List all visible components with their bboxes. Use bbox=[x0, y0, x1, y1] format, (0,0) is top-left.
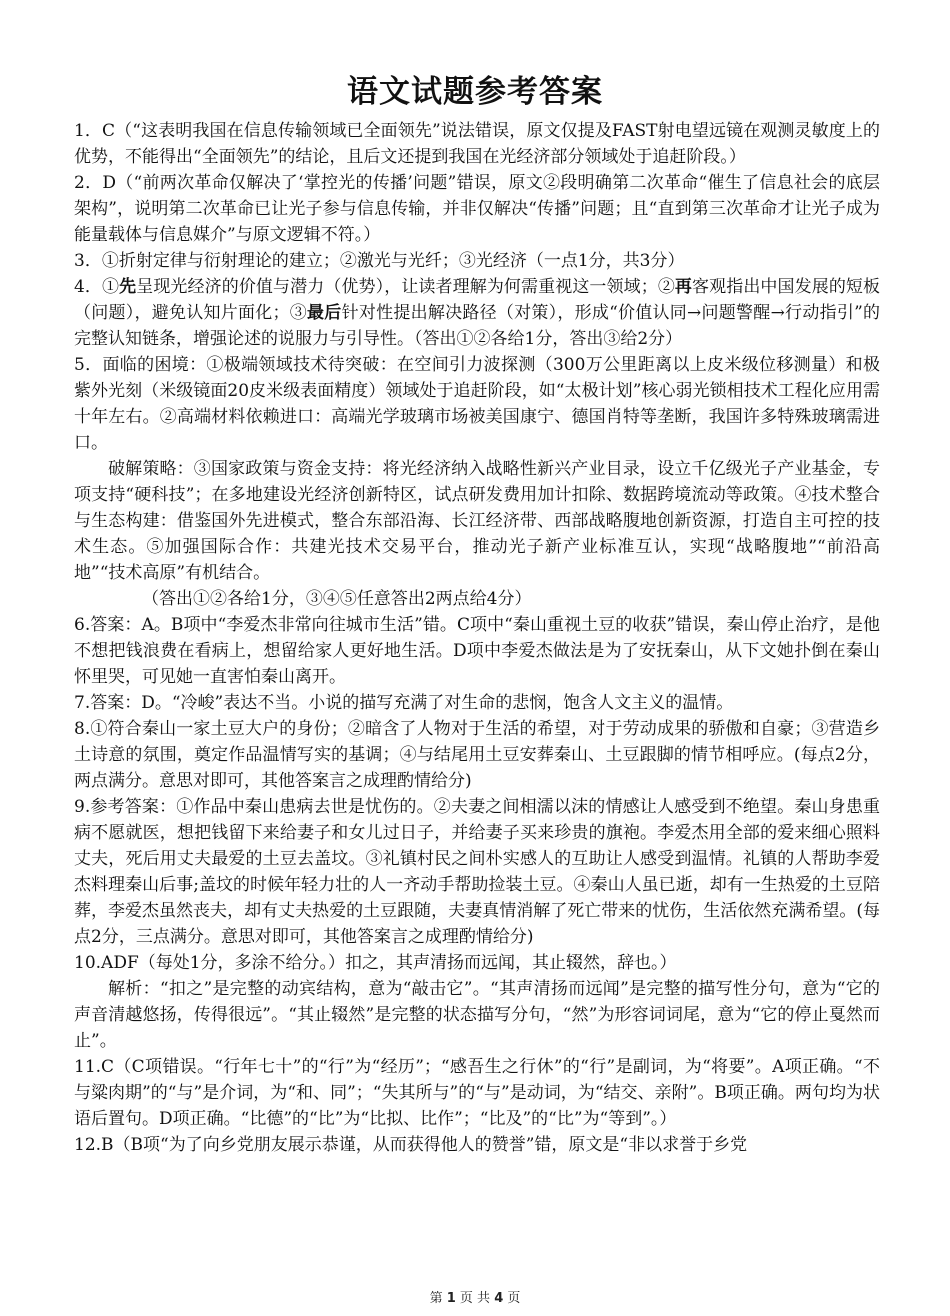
answer-5-scoring: （答出①②各给1分，③④⑤任意答出2两点给4分） bbox=[142, 589, 532, 609]
answer-4-part: 针对性提出解决路径（对策），形成“价值认同→问题警醒→行动指引”的完整认知链条，增强论述的说服力与引导性。（答出①②各给1分，答出③给2分） bbox=[74, 303, 881, 349]
answer-12: 12.B（B项“为了向乡党朋友展示恭谨，从而获得他人的赞誉”错，原文是“非以求誉于乡党 bbox=[74, 1135, 748, 1155]
answer-5-difficulties: 5．面临的困境：①极端领域技术待突破：在空间引力波探测（300万公里距离以上皮米级位移测量）和极紫外光刻（米级镜面20皮米级表面精度）领域处于追赶阶段，如“太极计划”核心弱光锁相技术工程化应用需十年左右。②高端材料依赖进口：高端光学玻璃市场被美国康宁、德国肖特等垄断，我国许多特殊玻璃需进口。 bbox=[74, 355, 880, 453]
answer-10-analysis: 解析：“扣之”是完整的动宾结构，意为“敲击它”。“其声清扬而远闻”是完整的描写性分句，意为“它的声音清越悠扬，传得很远”。“其止辍然”是完整的状态描写分句，“然”为形容词词尾，意为“它的停止戛然而止”。 bbox=[74, 979, 880, 1051]
total-page-number: 4 bbox=[494, 1291, 504, 1306]
answer-4-part: 4．① bbox=[74, 277, 120, 297]
footer-suffix: 页 bbox=[507, 1291, 521, 1306]
footer-middle: 页 共 bbox=[459, 1291, 491, 1306]
answer-4-part: 呈现光经济的价值与潜力（优势），让读者理解为何需重视这一领域；② bbox=[136, 277, 675, 297]
answer-4 bbox=[74, 274, 880, 352]
answer-body bbox=[74, 118, 880, 1158]
footer-prefix: 第 bbox=[429, 1291, 443, 1306]
answer-6: 6.答案：A。B项中“李爱杰非常向往城市生活”错。C项中“秦山重视土豆的收获”错误，秦山停止治疗，是他不想把钱浪费在看病上，想留给家人更好地生活。D项中李爱杰做法是为了安抚秦山，从下文她扑倒在秦山怀里哭，可见她一直害怕秦山离开。 bbox=[74, 615, 880, 687]
answer-11: 11.C（C项错误。“行年七十”的“行”为“经历”；“感吾生之行休”的“行”是副词，为“将要”。A项正确。“不与粱肉期”的“与”是介词，为“和、同”；“失其所与”的“与”是动词，为“结交、亲附”。B项正确。两句均为状语后置句。D项正确。“比德”的“比”为“比拟、比作”；“比及”的“比”为“等到”。） bbox=[74, 1057, 880, 1129]
keyword-finally: 最后 bbox=[307, 303, 342, 323]
current-page-number: 1 bbox=[446, 1291, 456, 1306]
answer-9: 9.参考答案：①作品中秦山患病去世是忧伤的。②夫妻之间相濡以沫的情感让人感受到不绝望。秦山身患重病不愿就医，想把钱留下来给妻子和女儿过日子，并给妻子买来珍贵的旗袍。李爱杰用全部的爱来细心照料丈夫，死后用丈夫最爱的土豆去盖坟。③礼镇村民之间朴实感人的互助让人感受到温情。礼镇的人帮助李爱杰料理秦山后事;盖坟的时候年轻力壮的人一齐动手帮助捡装土豆。④秦山人虽已逝，却有一生热爱的土豆陪葬，李爱杰虽然丧夫，却有丈夫热爱的土豆跟随，夫妻真情消解了死亡带来的忧伤，生活依然充满希望。(每点2分，三点满分。意思对即可，其他答案言之成理酌情给分) bbox=[74, 797, 880, 947]
answer-4-part: 客观指出中国发展的短板（问题），避免认知片面化；③ bbox=[74, 277, 881, 323]
keyword-then: 再 bbox=[674, 277, 693, 297]
answer-8: 8.①符合秦山一家土豆大户的身份；②暗含了人物对于生活的希望，对于劳动成果的骄傲和自豪；③营造乡土诗意的氛围，奠定作品温情写实的基调；④与结尾用土豆安葬秦山、土豆跟脚的情节相呼应。(每点2分，两点满分。意思对即可，其他答案言之成理酌情给分) bbox=[74, 719, 880, 791]
keyword-first: 先 bbox=[119, 277, 137, 297]
page-title: 语文试题参考答案 bbox=[347, 74, 603, 110]
answer-1: 1．C（“这表明我国在信息传输领域已全面领先”说法错误，原文仅提及FAST射电望远镜在观测灵敏度上的优势，不能得出“全面领先”的结论，且后文还提到我国在光经济部分领域处于追赶阶段。） bbox=[74, 121, 880, 167]
answer-7: 7.答案：D。“冷峻”表达不当。小说的描写充满了对生命的悲悯，饱含人文主义的温情。 bbox=[74, 693, 734, 713]
answer-3: 3．①折射定律与衍射理论的建立；②激光与光纤；③光经济（一点1分，共3分） bbox=[74, 251, 685, 271]
answer-5-strategies: 破解策略：③国家政策与资金支持：将光经济纳入战略性新兴产业目录，设立千亿级光子产业基金，专项支持“硬科技”；在多地建设光经济创新特区，试点研发费用加计扣除、数据跨境流动等政策。④技术整合与生态构建：借鉴国外先进模式，整合东部沿海、长江经济带、西部战略腹地创新资源，打造自主可控的技术生态。⑤加强国际合作：共建光技术交易平台，推动光子新产业标准互认，实现“战略腹地”“前沿高地”“技术高原”有机结合。 bbox=[74, 459, 880, 583]
page-footer bbox=[0, 1286, 950, 1312]
answer-2: 2．D（“前两次革命仅解决了‘掌控光的传播’问题”错误，原文②段明确第二次革命“催生了信息社会的底层架构”，说明第二次革命已让光子参与信息传输，并非仅解决“传播”问题；且“直到第三次革命才让光子成为能量载体与信息媒介”与原文逻辑不符。） bbox=[74, 173, 880, 245]
answer-10: 10.ADF（每处1分，多涂不给分。）扣之，其声清扬而远闻，其止辍然，辞也。） bbox=[74, 953, 677, 973]
